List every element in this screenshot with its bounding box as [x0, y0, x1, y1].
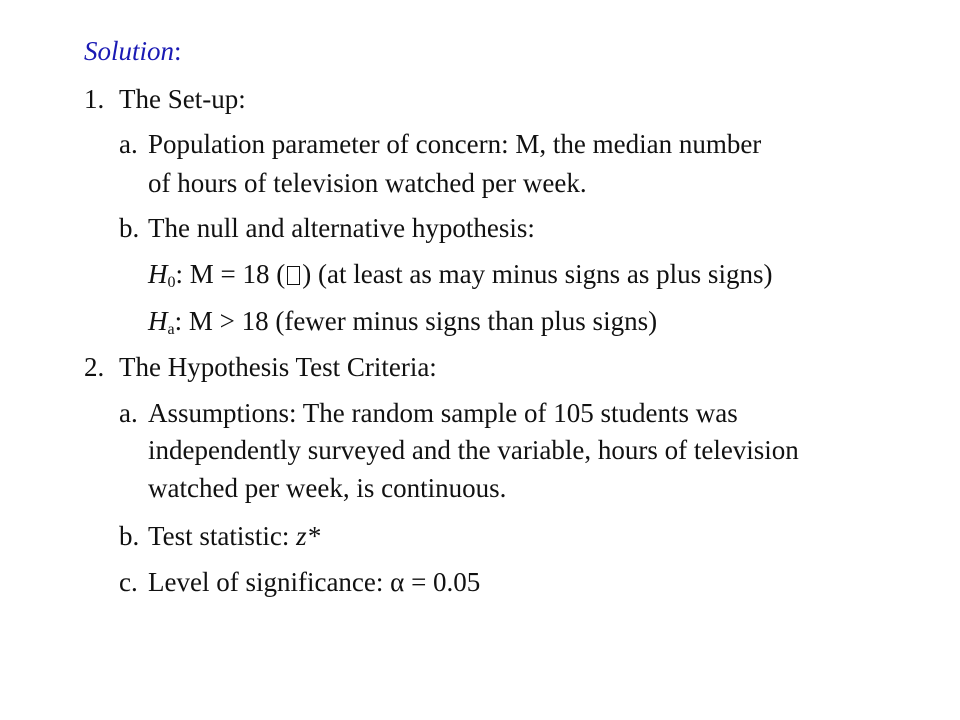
solution-heading-colon: : [174, 36, 182, 66]
step-1a-line-1: Population parameter of concern: M, the median number [148, 129, 762, 159]
step-2a-line-3: watched per week, is continuous. [148, 473, 507, 503]
step-1-number: 1. [84, 84, 105, 114]
alternative-hypothesis-body: : M > 18 (fewer minus signs than plus signs) [174, 306, 658, 336]
significance-label: Level of significance: [148, 567, 391, 597]
step-2-label: The Hypothesis Test Criteria: [119, 352, 437, 382]
step-1a-line-2: of hours of television watched per week. [148, 168, 587, 198]
missing-glyph-box-icon [287, 266, 300, 285]
step-2a-line-1: Assumptions: The random sample of 105 students was [148, 398, 738, 428]
null-hypothesis [148, 258, 772, 290]
test-statistic-value: z* [296, 521, 321, 551]
step-2c-line [148, 566, 480, 598]
null-hypothesis-body: : M = 18 ( [175, 259, 286, 289]
solution-heading-text: Solution [84, 36, 175, 66]
significance-value: = 0.05 [404, 567, 481, 597]
step-2-number: 2. [84, 352, 105, 382]
null-hypothesis-symbol: H [148, 259, 168, 289]
step-2a-line-2: independently surveyed and the variable, hours of television [148, 435, 799, 465]
solution-heading [84, 35, 182, 67]
step-2b-marker: b. [119, 521, 140, 551]
step-2c-marker: c. [119, 567, 138, 597]
step-1b-marker: b. [119, 213, 140, 243]
step-2a-marker: a. [119, 398, 138, 428]
alternative-hypothesis-subscript: a [167, 321, 175, 338]
null-hypothesis-subscript: 0 [167, 274, 176, 291]
step-1b-line-1: The null and alternative hypothesis: [148, 213, 535, 243]
step-1a-marker: a. [119, 129, 138, 159]
alternative-hypothesis [148, 305, 657, 337]
alternative-hypothesis-symbol: H [148, 306, 168, 336]
alpha-symbol: α [390, 567, 405, 597]
step-1-label: The Set-up: [119, 84, 246, 114]
step-2b-line [148, 520, 320, 552]
null-hypothesis-close: ) (at least as may minus signs as plus signs) [302, 259, 773, 289]
test-statistic-label: Test statistic: [148, 521, 297, 551]
